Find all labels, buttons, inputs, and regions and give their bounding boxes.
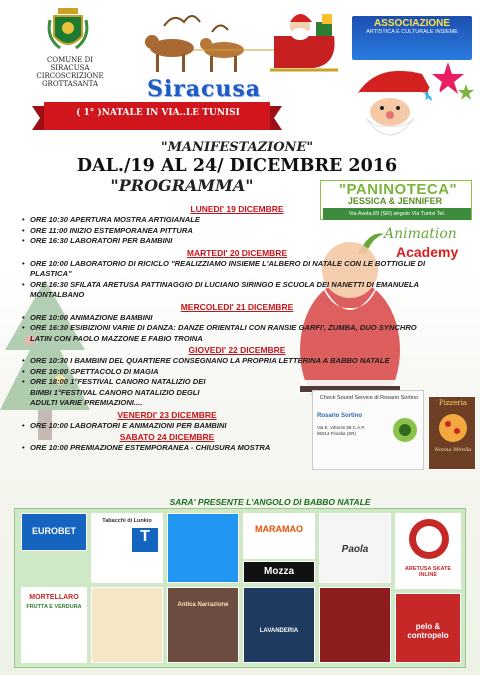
sponsor-label: LAVANDERIA <box>259 628 299 634</box>
sponsor-aretusa-skate <box>395 513 461 589</box>
sponsor-eurobet <box>21 513 87 551</box>
paninoteca-address: Via Avola,69 (SR) angolo Via Tunisi Tel. <box>323 208 471 220</box>
skate-badge-icon <box>408 518 450 560</box>
sponsor-label: MORTELLARO <box>29 594 79 601</box>
tabacchi-t-icon: T <box>132 528 158 552</box>
day-heading: MARTEDI' 20 DICEMBRE <box>186 247 288 258</box>
programma-heading: "PROGRAMMA" <box>110 176 254 195</box>
day-heading: MERCOLEDI' 21 DICEMBRE <box>180 301 294 312</box>
sponsor-shop-photo <box>319 587 391 663</box>
paninoteca-owners: JESSICA & JENNIFER <box>347 196 443 206</box>
pizza-icon <box>437 411 469 445</box>
sponsor-tabacchi <box>91 513 163 583</box>
babbo-natale-note: SARA' PRESENTE L'ANGOLO DI BABBO NATALE <box>169 497 371 507</box>
associazione-subtitle: ARTISTICA E CULTURALE INSIEME <box>366 29 458 35</box>
program-item: • ORE 16:30 LABORATORI PER BAMBINI <box>22 236 452 247</box>
academy-line-2: Academy <box>396 244 459 260</box>
sponsor-label: Antica Narrazione <box>177 602 229 608</box>
comune-line-3: GROTTASANTA <box>41 80 99 88</box>
sponsor-label: MARAMAO <box>255 524 303 534</box>
sponsor-mortellaro <box>21 587 87 663</box>
sound-service-card <box>312 390 424 470</box>
sponsor-label: Mozza <box>264 566 294 577</box>
sponsor-grid <box>14 508 466 668</box>
santa-face-illustration <box>336 62 446 142</box>
santa-sleigh-illustration <box>124 6 348 84</box>
comune-line-1: COMUNE DI SIRACUSA <box>47 56 93 72</box>
sponsor-lavanderia <box>243 587 315 663</box>
program-item: • ORE 18:00 1°FESTIVAL CANORO NATALIZIO DEI BIMBI 1°FESTIVAL CANORO NATALIZIO DEGLI ADULTI VARIE PREMIAZIONI.... <box>22 377 212 409</box>
sound-service-address: Via E. Vittorini 58 C.A.P. 96014 Floridia (SR) <box>317 425 366 436</box>
comune-label <box>30 56 110 88</box>
academy-line-1: Animation <box>384 226 457 242</box>
program-item: • ORE 16:30 SFILATA ARETUSA PATTINAGGIO DI LUCIANO SIRINGO E SCUOLA DEI NANETTI DI EMANUELA MONTALBANO <box>22 280 422 301</box>
sponsor-label: Tabacchi di Lunkio <box>102 518 152 524</box>
associazione-logo <box>352 16 472 60</box>
sponsor-maramao <box>243 513 315 559</box>
program-item: • ORE 10:30 I BAMBINI DEL QUARTIERE CONSEGNANO LA PROPRIA LETTERINA A BABBO NATALE <box>22 356 452 367</box>
program-item: • ORE 10:30 APERTURA MOSTRA ARTIGIANALE <box>22 215 452 226</box>
sponsor-label: pelo & contropelo <box>407 622 449 640</box>
day-heading: VENERDI' 23 DICEMBRE <box>117 409 217 420</box>
sound-service-name: Rosario Sortino <box>317 413 363 419</box>
speaker-icon <box>391 413 419 447</box>
sponsor-mozza <box>243 561 315 583</box>
sponsor-paola <box>319 513 391 583</box>
program-item: • ORE 16:00 SPETTACOLO DI MAGIA <box>22 367 452 378</box>
paninoteca-title: "PANINOTECA" <box>338 181 458 198</box>
sponsor-cake-shop <box>167 513 239 583</box>
event-ribbon-banner <box>32 100 282 136</box>
sound-service-title: Check Sound Service di Rosario Sortino <box>319 395 419 401</box>
comune-line-2: CIRCOSCRIZIONE <box>36 72 104 80</box>
sponsor-label: ARETUSA SKATE INLINE <box>404 566 452 578</box>
comune-crest-icon <box>46 8 90 54</box>
city-title: Siracusa <box>146 76 262 102</box>
program-item: • ORE 10:00 ANIMAZIONE BAMBINI <box>22 313 452 324</box>
event-dates: DAL./19 AL 24/ DICEMBRE 2016 <box>76 156 398 176</box>
day-heading: GIOVEDI' 22 DICEMBRE <box>188 345 286 355</box>
pizzeria-title: Pizzeria <box>438 399 468 407</box>
event-name: ( 1° )NATALE IN VIA..LE TUNISI <box>76 108 240 118</box>
program-item: • ORE 10:00 PREMIAZIONE ESTEMPORANEA - CHIUSURA MOSTRA <box>22 443 452 454</box>
day-heading: LUNEDI' 19 DICEMBRE <box>190 204 284 214</box>
pizzeria-ad <box>428 396 476 470</box>
sponsor-label: Paola <box>341 544 369 555</box>
program-item: • ORE 11:00 INIZIO ESTEMPORANEA PITTURA <box>22 226 452 237</box>
day-heading: SABATO 24 DICEMBRE <box>119 432 215 442</box>
sponsor-wheat <box>91 587 163 663</box>
program-item: • ORE 10:00 LABORATORI E ANIMAZIONI PER BAMBINI <box>22 421 452 432</box>
sponsor-label: EUROBET <box>31 526 76 536</box>
program-item: • ORE 10:00 LABORATORIO DI RICICLO "REALIZZIAMO INSIEME L'ALBERO DI NATALE CON LE BOTTIGLIE DI PLASTICA" <box>22 259 432 280</box>
associazione-title: ASSOCIAZIONE <box>373 18 451 29</box>
sponsor-pelo-contropelo <box>395 593 461 663</box>
program-item: • ORE 16:30 ESIBIZIONI VARIE DI DANZA: DANZE ORIENTALI CON RANSIE GARFI', ZUMBA, DUO SYNCHRO LATIN CON PAOLO MAZZONE E FABIO TROINA <box>22 323 432 344</box>
sponsor-antica <box>167 587 239 663</box>
sponsor-sublabel: FRUTTA E VERDURA <box>26 604 82 610</box>
pizzeria-subtitle: Nonna Mirella <box>434 447 472 453</box>
manifestazione-heading: "MANIFESTAZIONE" <box>160 140 314 155</box>
